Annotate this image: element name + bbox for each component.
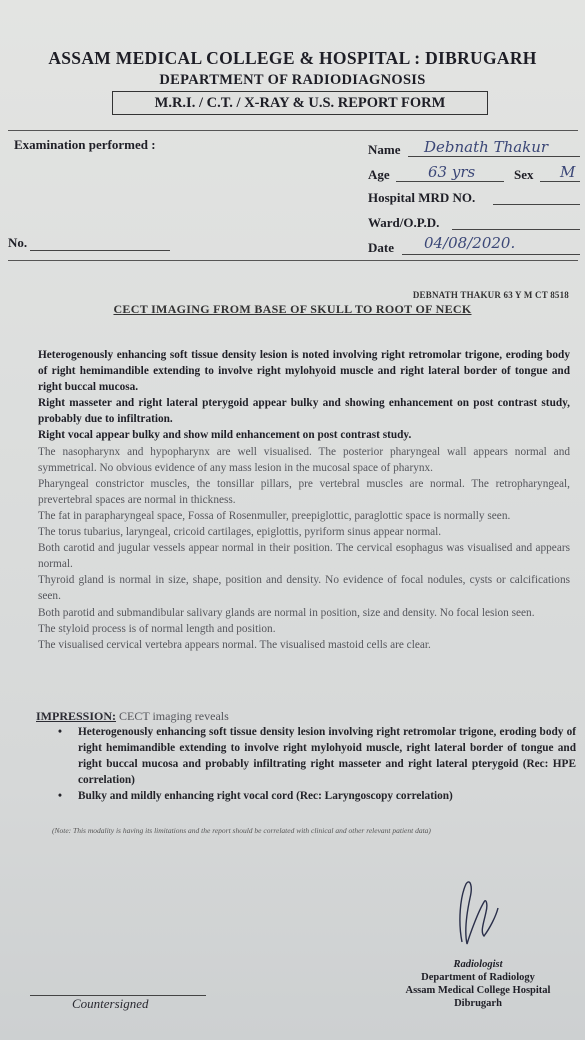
radiologist-signature <box>440 872 510 962</box>
institution-title: ASSAM MEDICAL COLLEGE & HOSPITAL : DIBRUGARH <box>48 48 537 68</box>
impression-list <box>58 724 576 804</box>
mrd-line <box>493 204 580 205</box>
mrd-label: Hospital MRD NO. <box>368 190 476 205</box>
impression-heading <box>36 709 229 724</box>
countersigned-label: Countersigned <box>72 996 149 1011</box>
disclaimer-note: (Note: This modality is having its limitations and the report should be correlated with clinical and other relevant patient data) <box>52 826 431 835</box>
finding-paragraph: Both carotid and jugular vessels appear normal in their position. The cervical esophagus was visualised and appears normal. <box>38 542 570 571</box>
finding-paragraph: The nasopharynx and hypopharynx are well visualised. The posterior pharyngeal wall appears normal and symmetrical. No obvious evidence of any mass lesion in the mucosal space of pharynx. <box>38 445 570 474</box>
finding-paragraph: The fat in parapharyngeal space, Fossa of Rosenmuller, preepiglottic, paraglottic space is normally seen. <box>38 509 511 522</box>
sex-line <box>540 181 580 182</box>
impression-item: • Bulky and mildly enhancing right vocal cord (Rec: Laryngoscopy correlation) <box>58 788 576 804</box>
finding-paragraph: Right masseter and right lateral pterygoid appear bulky and showing enhancement on post contrast study, probably due to infiltration. <box>38 397 570 426</box>
header-divider <box>8 130 578 131</box>
finding-paragraph: The visualised cervical vertebra appears normal. The visualised mastoid cells are clear. <box>38 638 431 651</box>
impression-intro: CECT imaging reveals <box>119 709 229 723</box>
study-title: CECT IMAGING FROM BASE OF SKULL TO ROOT OF NECK <box>113 302 472 316</box>
name-value: Debnath Thakur <box>424 138 549 156</box>
impression-label: IMPRESSION: <box>36 709 117 723</box>
finding-paragraph: Pharyngeal constrictor muscles, the tonsillar pillars, pre vertebral muscles are normal. The retropharyngeal, prevertebral spaces are normal in thickness. <box>38 477 570 506</box>
form-divider <box>8 260 578 261</box>
impression-item: • Heterogenously enhancing soft tissue density lesion involving right retromolar trigone, eroding body of right hemimandible extending to involve right mylohyoid muscle, right lateral border of tongue and right buccal mucosa and probably infiltrating right masseter and right lateral pterygoid (Rec: HPE correlation) <box>58 724 576 788</box>
signature-title: Radiologist <box>453 959 503 970</box>
signature-department: Department of Radiology <box>421 972 535 983</box>
age-label: Age <box>368 167 390 182</box>
finding-paragraph: Both parotid and submandibular salivary glands are normal in position, size and density. No focal lesion seen. <box>38 606 535 619</box>
signature-city: Dibrugarh <box>454 998 502 1009</box>
sex-label: Sex <box>514 167 534 182</box>
finding-paragraph: Thyroid gland is normal in size, shape, position and density. No evidence of focal nodules, cysts or calcifications seen. <box>38 574 570 603</box>
sex-value: M <box>560 163 576 181</box>
no-label: No. <box>8 235 28 250</box>
exam-label: Examination performed : <box>14 137 156 152</box>
finding-paragraph: Right vocal appear bulky and show mild enhancement on post contrast study. <box>38 429 412 442</box>
age-line <box>396 181 504 182</box>
ward-line <box>452 229 580 230</box>
date-line <box>402 254 580 255</box>
findings <box>38 347 570 653</box>
finding-paragraph: The styloid process is of normal length and position. <box>38 622 276 635</box>
finding-paragraph: Heterogenously enhancing soft tissue density lesion is noted involving right retromolar trigone, eroding body of right hemimandible extending to involve right mylohyoid muscle and right lateral border of tongue and right buccal mucosa. <box>38 349 570 394</box>
date-value: 04/08/2020. <box>424 234 516 252</box>
name-line <box>408 156 580 157</box>
date-label: Date <box>368 240 394 255</box>
patient-reference: DEBNATH THAKUR 63 Y M CT 8518 <box>412 290 569 300</box>
form-title-box: M.R.I. / C.T. / X-RAY & U.S. REPORT FORM <box>112 91 488 115</box>
department-title: DEPARTMENT OF RADIODIAGNOSIS <box>159 72 426 88</box>
no-line <box>30 250 170 251</box>
finding-paragraph: The torus tubarius, laryngeal, cricoid cartilages, epiglottis, pyriform sinus appear normal. <box>38 526 442 539</box>
signature-college: Assam Medical College Hospital <box>405 985 551 996</box>
name-label: Name <box>368 142 401 157</box>
ward-label: Ward/O.P.D. <box>368 215 440 230</box>
age-value: 63 yrs <box>428 163 476 181</box>
